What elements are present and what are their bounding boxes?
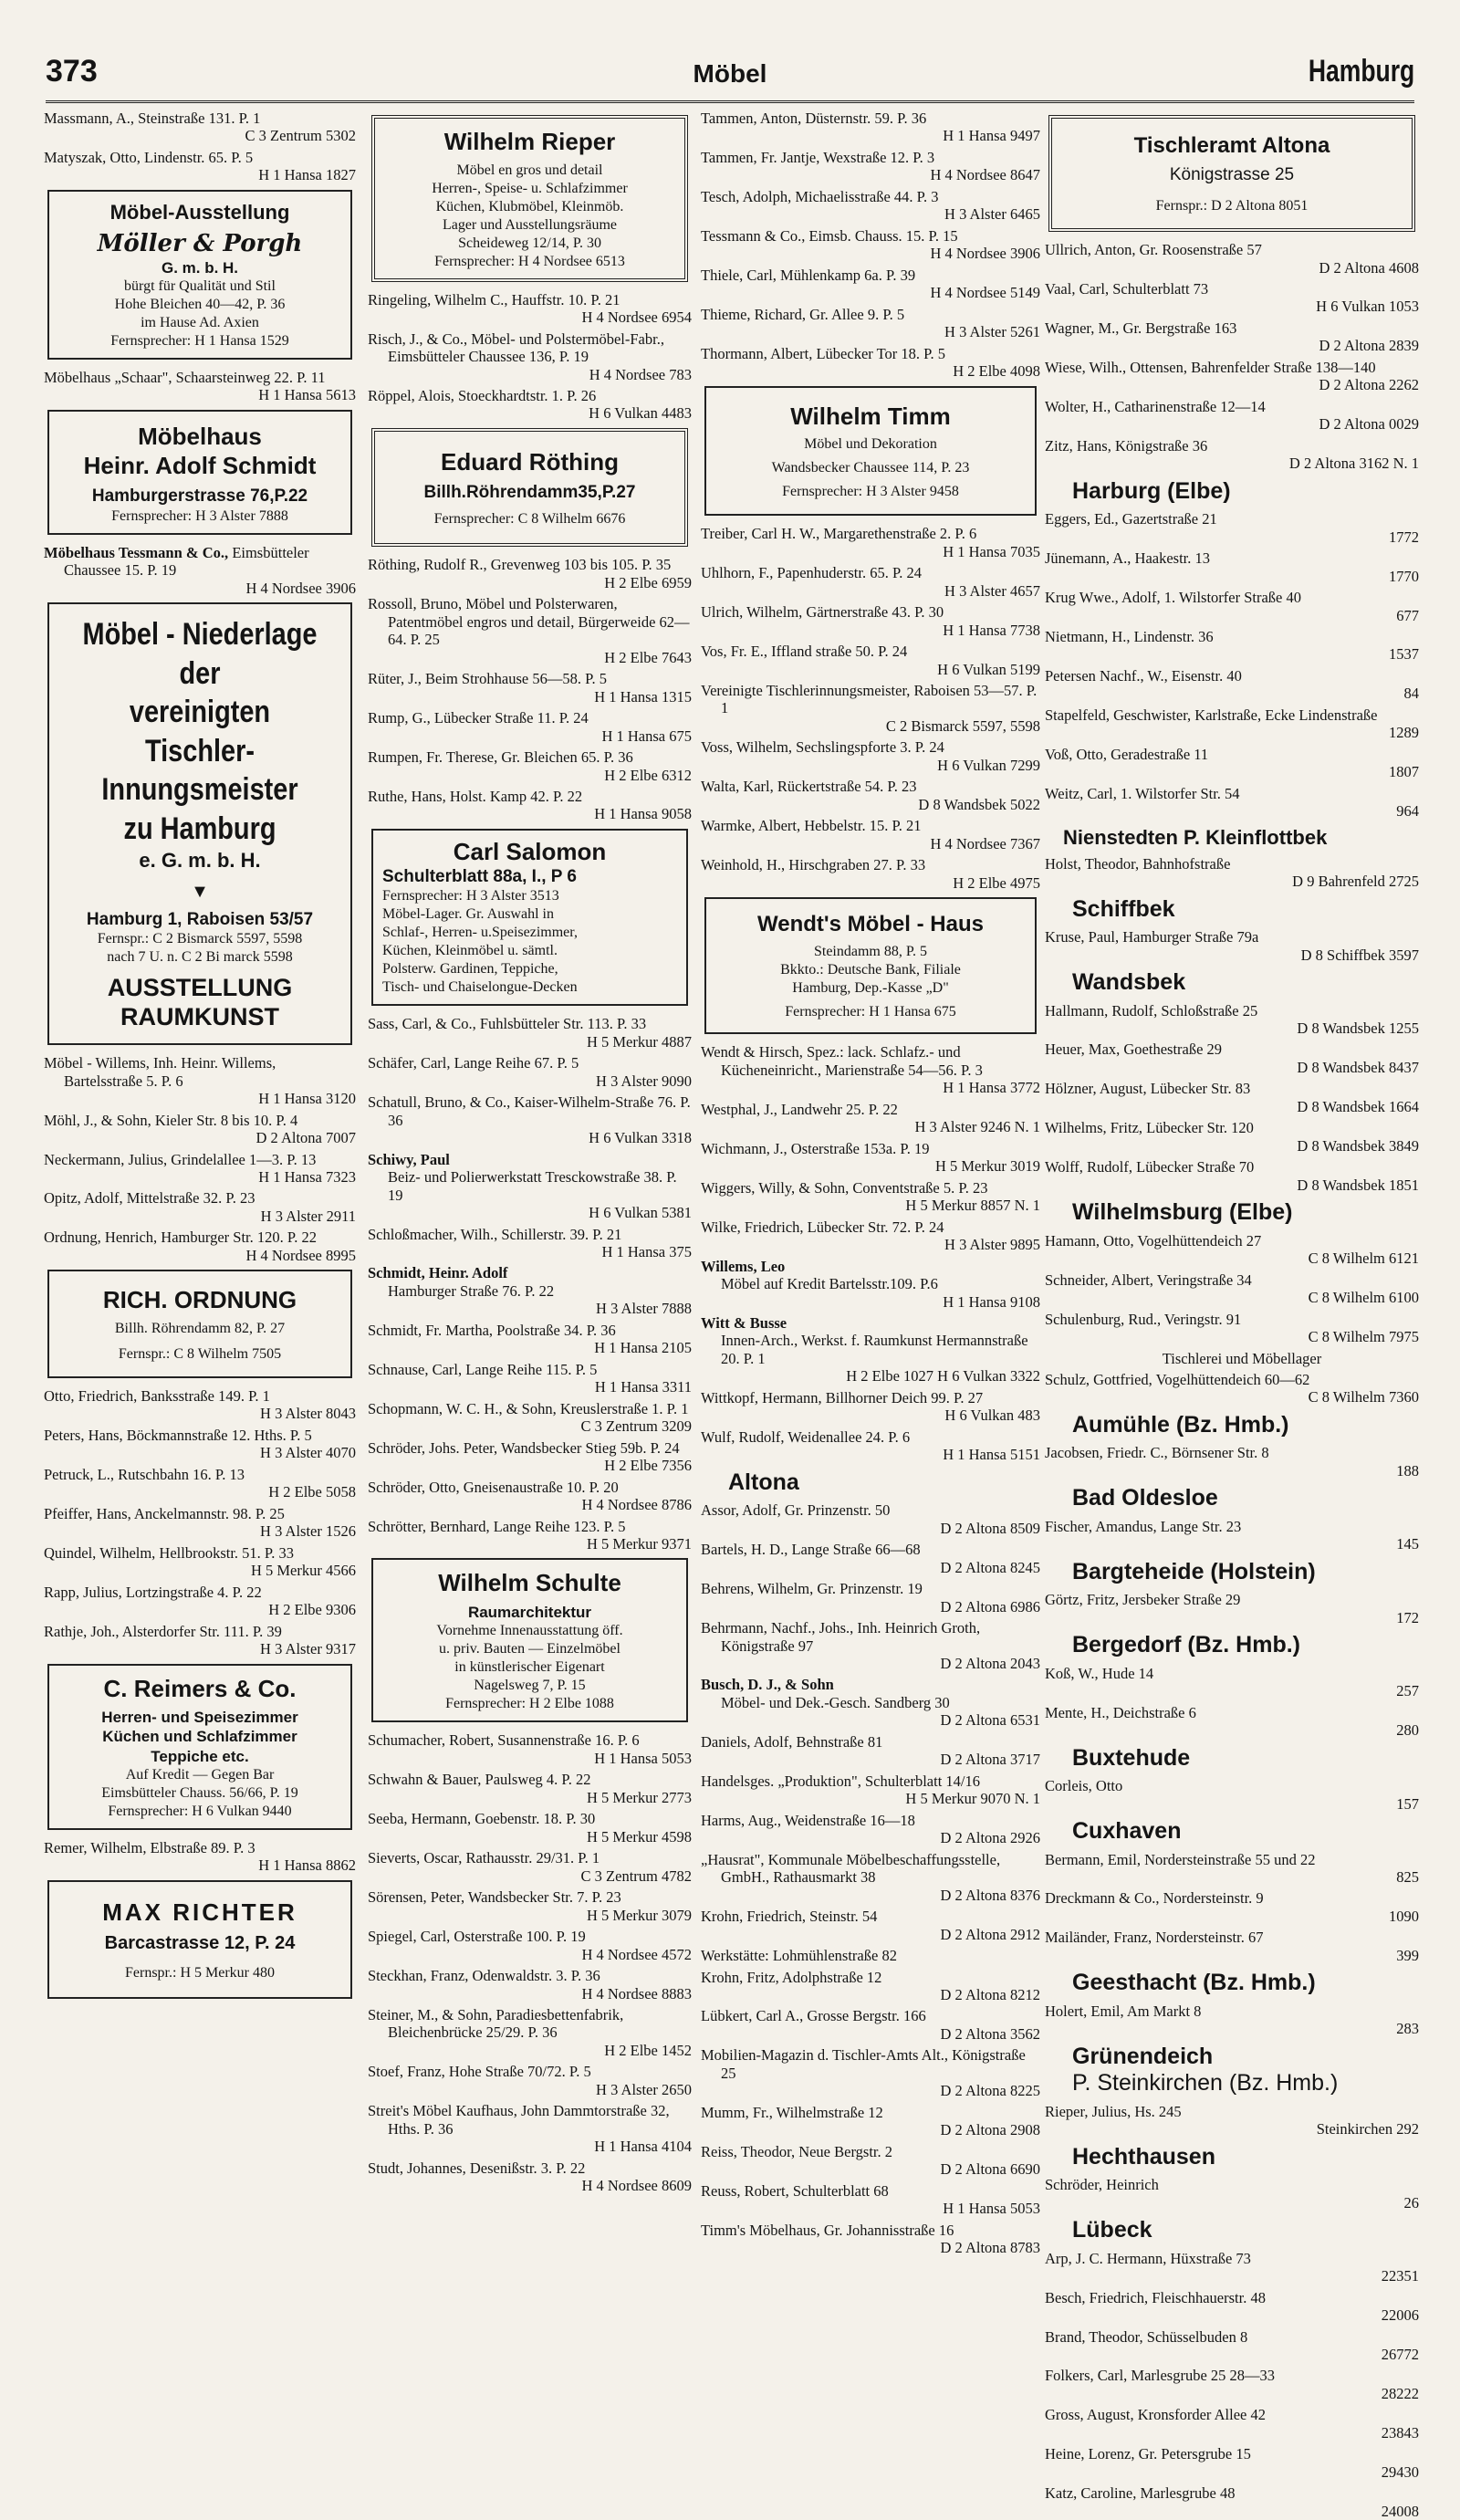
list-item: Werkstätte: Lohmühlenstraße 82 (701, 1947, 897, 1965)
section-title: Möbel (693, 59, 767, 88)
list-item: Risch, J., & Co., Möbel- und Polstermöbel-Fabr., Eimsbütteler Chaussee 136, P. 19 H 4 Nordsee 783 (368, 329, 692, 383)
list-item: Arp, J. C. Hermann, Hüxstraße 73 22351 (1045, 2249, 1419, 2285)
place-heading: Cuxhaven (1072, 1818, 1182, 1845)
list-item: Steckhan, Franz, Odenwaldstr. 3. P. 36 H 4 Nordsee 8883 (368, 1967, 692, 2002)
column-4 (1045, 110, 1419, 2520)
ad-box: Möbelhaus Heinr. Adolf Schmidt Hamburgerstrasse 76,P.22 Fernsprecher: H 3 Alster 7888 (47, 410, 352, 535)
list-item: Ordnung, Henrich, Hamburger Str. 120. P. 22 H 4 Nordsee 8995 (44, 1229, 356, 1264)
list-item: Vereinigte Tischlerinnungsmeister, Raboisen 53—57. P. 1 C 2 Bismarck 5597, 5598 (701, 681, 1040, 735)
list-item: Rumpen, Fr. Therese, Gr. Bleichen 65. P. 36 H 2 Elbe 6312 (368, 748, 692, 784)
list-item: Willems, Leo Möbel auf Kredit Bartelsstr.109. P.6 H 1 Hansa 9108 (701, 1257, 1040, 1311)
list-item: Schröder, Johs. Peter, Wandsbecker Stieg 59b. P. 24 H 2 Elbe 7356 (368, 1438, 692, 1475)
list-item: Röthing, Rudolf R., Grevenweg 103 bis 105. P. 35 H 2 Elbe 6959 (368, 556, 692, 591)
list-item: Vos, Fr. E., Iffland straße 50. P. 24 H 6 Vulkan 5199 (701, 643, 1040, 678)
list-item: Rossoll, Bruno, Möbel und Polsterwaren, Patentmöbel engros und detail, Bürgerweide 62—64. P. 25 H 2 Elbe 7643 (368, 595, 692, 666)
list-item: Schmidt, Fr. Martha, Poolstraße 34. P. 36 H 1 Hansa 2105 (368, 1321, 692, 1357)
list-item: Schäfer, Carl, Lange Reihe 67. P. 5 H 3 Alster 9090 (368, 1054, 692, 1090)
place-heading: Buxtehude (1072, 1744, 1191, 1771)
list-item: Handelsges. „Produktion", Schulterblatt 14/16 H 5 Merkur 9070 N. 1 (701, 1772, 1040, 1808)
list-item: Petruck, L., Rutschbahn 16. P. 13 H 2 Elbe 5058 (44, 1465, 356, 1501)
place-heading: Bergedorf (Bz. Hmb.) (1072, 1632, 1300, 1658)
list-item: Treiber, Carl H. W., Margarethenstraße 2. P. 6 H 1 Hansa 7035 (701, 525, 1040, 560)
list-item: Massmann, A., Steinstraße 131. P. 1 C 3 Zentrum 5302 (44, 110, 356, 145)
list-item: Mailänder, Franz, Nordersteinstr. 67 399 (1045, 1929, 1419, 1964)
place-heading: Altona (728, 1469, 799, 1495)
list-item: Voß, Otto, Geradestraße 11 1807 (1045, 745, 1419, 781)
list-item: Behrens, Wilhelm, Gr. Prinzenstr. 19 D 2 Altona 6986 (701, 1580, 1040, 1616)
ad-box: Wendt's Möbel - Haus Steindamm 88, P. 5 Bkkto.: Deutsche Bank, Filiale Hamburg, Dep.-Kasse „D" Fernsprecher: H 1 Hansa 675 (704, 897, 1037, 1034)
list-item: Pfeiffer, Hans, Anckelmannstr. 98. P. 25 H 3 Alster 1526 (44, 1504, 356, 1541)
down-arrow-icon: ▼ (191, 881, 209, 902)
list-item: Schröder, Otto, Gneisenaustraße 10. P. 20 H 4 Nordsee 8786 (368, 1478, 692, 1514)
list-item: Voss, Wilhelm, Sechslingspforte 3. P. 24 H 6 Vulkan 7299 (701, 738, 1040, 774)
list-item: Wolter, H., Catharinenstraße 12—14 D 2 Altona 0029 (1045, 397, 1419, 434)
column-3 (701, 110, 1040, 2257)
list-item: Otto, Friedrich, Banksstraße 149. P. 1 H 3 Alster 8043 (44, 1386, 356, 1423)
list-item: Schiwy, Paul Beiz- und Polierwerkstatt Tresckowstraße 38. P. 19 H 6 Vulkan 5381 (368, 1150, 692, 1222)
list-item: Ulrich, Wilhelm, Gärtnerstraße 43. P. 30 H 1 Hansa 7738 (701, 603, 1040, 639)
list-item: Möbel - Willems, Inh. Heinr. Willems, Bartelsstraße 5. P. 6 H 1 Hansa 3120 (44, 1054, 356, 1108)
list-item: Hamann, Otto, Vogelhüttendeich 27 C 8 Wilhelm 6121 (1045, 1231, 1419, 1268)
list-item: Brand, Theodor, Schüsselbuden 8 26772 (1045, 2327, 1419, 2364)
list-item: Krohn, Friedrich, Steinstr. 54 D 2 Altona 2912 (701, 1908, 1040, 1943)
list-item: Görtz, Fritz, Jersbeker Straße 29 172 (1045, 1591, 1419, 1626)
list-item: Wilhelms, Fritz, Lübecker Str. 120 D 8 Wandsbek 3849 (1045, 1119, 1419, 1155)
list-item: Witt & Busse Innen-Arch., Werkst. f. Raumkunst Hermannstraße 20. P. 1 H 2 Elbe 1027 H 6 Vulkan 3322 (701, 1314, 1040, 1385)
list-item: Behrmann, Nachf., Johs., Inh. Heinrich Groth, Königstraße 97 D 2 Altona 2043 (701, 1619, 1040, 1673)
list-item: Steiner, M., & Sohn, Paradiesbettenfabrik, Bleichenbrücke 25/29. P. 36 H 2 Elbe 1452 (368, 2005, 692, 2059)
list-item: Neckermann, Julius, Grindelallee 1—3. P. 13 H 1 Hansa 7323 (44, 1150, 356, 1186)
place-heading: P. Steinkirchen (Bz. Hmb.) (1072, 2070, 1339, 2097)
ad-box: Möbel - Niederlage der vereinigten Tischler- Innungsmeister zu Hamburg e. G. m. b. H. ▼ Hamburg 1, Raboisen 53/57 Fernspr.: C 2 Bismarck 5597, 5598 nach 7 U. n. C 2 Bi marck 5598 AUSSTELLUNG RAUMKUNST (47, 602, 352, 1045)
place-heading: Nienstedten P. Kleinflottbek (1063, 825, 1328, 849)
list-item: Sörensen, Peter, Wandsbecker Str. 7. P. 23 H 5 Merkur 3079 (368, 1888, 692, 1924)
list-item: Tammen, Fr. Jantje, Wexstraße 12. P. 3 H 4 Nordsee 8647 (701, 148, 1040, 184)
list-item: Remer, Wilhelm, Elbstraße 89. P. 3 H 1 Hansa 8862 (44, 1838, 356, 1875)
list-item: Wiese, Wilh., Ottensen, Bahrenfelder Straße 138—140 D 2 Altona 2262 (1045, 358, 1419, 394)
list-item: Gross, August, Kronsforder Allee 42 23843 (1045, 2406, 1419, 2442)
list-item: Holst, Theodor, Bahnhofstraße D 9 Bahrenfeld 2725 (1045, 854, 1419, 891)
list-item: Wendt & Hirsch, Spez.: lack. Schlafz.- und Kücheneinricht., Marienstraße 54—56. P. 3 H 1 Hansa 3772 (701, 1043, 1040, 1097)
place-heading: Wilhelmsburg (Elbe) (1072, 1199, 1293, 1226)
list-item: Thiele, Carl, Mühlenkamp 6a. P. 39 H 4 Nordsee 5149 (701, 266, 1040, 302)
place-heading: Grünendeich (1072, 2043, 1214, 2069)
list-item: Wichmann, J., Osterstraße 153a. P. 19 H 5 Merkur 3019 (701, 1139, 1040, 1176)
place-heading: Schiffbek (1072, 895, 1175, 922)
ad-box: Wilhelm Timm Möbel und Dekoration Wandsbecker Chaussee 114, P. 23 Fernsprecher: H 3 Alster 9458 (704, 386, 1037, 517)
list-item: Hölzner, August, Lübecker Str. 83 D 8 Wandsbek 1664 (1045, 1080, 1419, 1115)
list-item: Weinhold, H., Hirschgraben 27. P. 33 H 2 Elbe 4975 (701, 856, 1040, 892)
list-item: Streit's Möbel Kaufhaus, John Dammtorstraße 32, Hths. P. 36 H 1 Hansa 4104 (368, 2102, 692, 2156)
place-heading: Wandsbek (1072, 969, 1186, 996)
list-item: Ruthe, Hans, Holst. Kamp 42. P. 22 H 1 Hansa 9058 (368, 788, 692, 823)
list-item: Zitz, Hans, Königstraße 36 D 2 Altona 3162 N. 1 (1045, 436, 1419, 473)
list-item: Corleis, Otto 157 (1045, 1777, 1419, 1813)
list-item: Fischer, Amandus, Lange Str. 23 145 (1045, 1517, 1419, 1553)
ad-box: RICH. ORDNUNG Billh. Röhrendamm 82, P. 27 Fernspr.: C 8 Wilhelm 7505 (47, 1270, 352, 1378)
list-item: Lübkert, Carl A., Grosse Bergstr. 166 D 2 Altona 3562 (701, 2007, 1040, 2043)
list-item: Heuer, Max, Goethestraße 29 D 8 Wandsbek 8437 (1045, 1040, 1419, 1076)
list-item: Rapp, Julius, Lortzingstraße 4. P. 22 H 2 Elbe 9306 (44, 1583, 356, 1619)
list-item: Mobilien-Magazin d. Tischler-Amts Alt., Königstraße 25 D 2 Altona 8225 (701, 2046, 1040, 2100)
list-item: Petersen Nachf., W., Eisenstr. 40 84 (1045, 666, 1419, 703)
list-item: Tesch, Adolph, Michaelisstraße 44. P. 3 H 3 Alster 6465 (701, 187, 1040, 224)
list-item: Koß, W., Hude 14 257 (1045, 1664, 1419, 1700)
place-heading: Lübeck (1072, 2217, 1152, 2243)
ad-box: C. Reimers & Co. Herren- und Speisezimmer Küchen und Schlafzimmer Teppiche etc. Auf Kredit — Gegen Bar Eimsbütteler Chauss. 56/66, P. 19 Fernsprecher: H 6 Vulkan 9440 (47, 1664, 352, 1830)
list-item: Schloßmacher, Wilh., Schillerstr. 39. P. 21 H 1 Hansa 375 (368, 1225, 692, 1260)
list-item: Wolff, Rudolf, Lübecker Straße 70 D 8 Wandsbek 1851 (1045, 1158, 1419, 1194)
list-item: Vaal, Carl, Schulterblatt 73 H 6 Vulkan 1053 (1045, 280, 1419, 316)
list-item: Peters, Hans, Böckmannstraße 12. Hths. P. 5 H 3 Alster 4070 (44, 1426, 356, 1462)
list-item: Krug Wwe., Adolf, 1. Wilstorfer Straße 40 677 (1045, 589, 1419, 624)
list-item: Walta, Karl, Rückertstraße 54. P. 23 D 8 Wandsbek 5022 (701, 778, 1040, 813)
list-item: Reiss, Theodor, Neue Bergstr. 2 D 2 Altona 6690 (701, 2142, 1040, 2179)
place-heading: Bargteheide (Holstein) (1072, 1558, 1316, 1584)
ad-box: Tischleramt Altona Königstrasse 25 Fernspr.: D 2 Altona 8051 (1048, 115, 1415, 232)
place-heading: Geesthacht (Bz. Hmb.) (1072, 1970, 1316, 1996)
list-item: Rüter, J., Beim Strohhause 56—58. P. 5 H 1 Hansa 1315 (368, 670, 692, 706)
list-item: Bermann, Emil, Nordersteinstraße 55 und 22 825 (1045, 1850, 1419, 1887)
list-item: Jacobsen, Friedr. C., Börnsener Str. 8 188 (1045, 1444, 1419, 1480)
list-item: Schnause, Carl, Lange Reihe 115. P. 5 H 1 Hansa 3311 (368, 1360, 692, 1396)
list-item: Timm's Möbelhaus, Gr. Johannisstraße 16 D 2 Altona 8783 (701, 2221, 1040, 2257)
list-item: Thieme, Richard, Gr. Allee 9. P. 5 H 3 Alster 5261 (701, 305, 1040, 341)
list-item: Tischlerei und Möbellager (1162, 1349, 1322, 1367)
list-item: Opitz, Adolf, Mittelstraße 32. P. 23 H 3 Alster 2911 (44, 1189, 356, 1225)
column-2 (368, 110, 692, 2226)
list-item: Wilke, Friedrich, Lübecker Str. 72. P. 24 H 3 Alster 9895 (701, 1218, 1040, 1254)
list-item: Daniels, Adolf, Behnstraße 81 D 2 Altona 3717 (701, 1732, 1040, 1769)
list-item: Schwahn & Bauer, Paulsweg 4. P. 22 H 5 Merkur 2773 (368, 1771, 692, 1806)
list-item: Wagner, M., Gr. Bergstraße 163 D 2 Altona 2839 (1045, 319, 1419, 355)
ad-box: MAX RICHTER Barcastrasse 12, P. 24 Fernspr.: H 5 Merkur 480 (47, 1880, 352, 1999)
list-item: Schulz, Gottfried, Vogelhüttendeich 60—62 C 8 Wilhelm 7360 (1045, 1370, 1419, 1406)
list-item: Assor, Adolf, Gr. Prinzenstr. 50 D 2 Altona 8509 (701, 1501, 1040, 1537)
list-item: Sieverts, Oscar, Rathausstr. 29/31. P. 1 C 3 Zentrum 4782 (368, 1849, 692, 1885)
list-item: Schmidt, Heinr. Adolf Hamburger Straße 76. P. 22 H 3 Alster 7888 (368, 1264, 692, 1318)
list-item: Möbelhaus Tessmann & Co., Eimsbütteler Chaussee 15. P. 19 H 4 Nordsee 3906 (44, 543, 356, 597)
list-item: Spiegel, Carl, Osterstraße 100. P. 19 H 4 Nordsee 4572 (368, 1928, 692, 1963)
list-item: „Hausrat", Kommunale Möbelbeschaffungsstelle, GmbH., Rathausmarkt 38 D 2 Altona 8376 (701, 1850, 1040, 1904)
list-item: Sass, Carl, & Co., Fuhlsbütteler Str. 113. P. 33 H 5 Merkur 4887 (368, 1015, 692, 1051)
list-item: Dreckmann & Co., Nordersteinstr. 9 1090 (1045, 1889, 1419, 1925)
list-item: Besch, Friedrich, Fleischhauerstr. 48 22006 (1045, 2288, 1419, 2325)
list-item: Wulf, Rudolf, Weidenallee 24. P. 6 H 1 Hansa 5151 (701, 1427, 1040, 1464)
list-item: Nietmann, H., Lindenstr. 36 1537 (1045, 628, 1419, 664)
list-item: Hallmann, Rudolf, Schloßstraße 25 D 8 Wandsbek 1255 (1045, 1001, 1419, 1037)
list-item: Möbelhaus „Schaar", Schaarsteinweg 22. P. 11 H 1 Hansa 5613 (44, 368, 356, 404)
list-item: Thormann, Albert, Lübecker Tor 18. P. 5 H 2 Elbe 4098 (701, 344, 1040, 381)
list-item: Rump, G., Lübecker Straße 11. P. 24 H 1 Hansa 675 (368, 709, 692, 745)
list-item: Röppel, Alois, Stoeckhardtstr. 1. P. 26 H 6 Vulkan 4483 (368, 387, 692, 423)
list-item: Ringeling, Wilhelm C., Hauffstr. 10. P. 21 H 4 Nordsee 6954 (368, 290, 692, 327)
list-item: Harms, Aug., Weidenstraße 16—18 D 2 Altona 2926 (701, 1811, 1040, 1847)
page-header (46, 53, 1414, 99)
list-item: Krohn, Fritz, Adolphstraße 12 D 2 Altona 8212 (701, 1968, 1040, 2003)
header-rule (46, 100, 1414, 103)
list-item: Katz, Caroline, Marlesgrube 48 24008 (1045, 2484, 1419, 2520)
list-item: Wittkopf, Hermann, Billhorner Deich 99. P. 27 H 6 Vulkan 483 (701, 1388, 1040, 1425)
ad-box: Wilhelm Schulte Raumarchitektur Vornehme Innenausstattung öff. u. priv. Bauten — Einzelmöbel in künstlerischer Eigenart Nagelsweg 7, P. 15 Fernsprecher: H 2 Elbe 1088 (371, 1558, 688, 1722)
list-item: Schatull, Bruno, & Co., Kaiser-Wilhelm-Straße 76. P. 36 H 6 Vulkan 3318 (368, 1093, 692, 1147)
list-item: Schneider, Albert, Veringstraße 34 C 8 Wilhelm 6100 (1045, 1270, 1419, 1307)
list-item: Bartels, H. D., Lange Straße 66—68 D 2 Altona 8245 (701, 1541, 1040, 1576)
list-item: Stapelfeld, Geschwister, Karlstraße, Ecke Lindenstraße 1289 (1045, 706, 1419, 742)
city-title: Hamburg (1308, 54, 1414, 89)
list-item: Seeba, Hermann, Goebenstr. 18. P. 30 H 5 Merkur 4598 (368, 1810, 692, 1846)
place-heading: Hechthausen (1072, 2143, 1215, 2170)
list-item: Eggers, Ed., Gazertstraße 21 1772 (1045, 510, 1419, 546)
list-item: Heine, Lorenz, Gr. Petersgrube 15 29430 (1045, 2445, 1419, 2481)
list-item: Studt, Johannes, Desenißstr. 3. P. 22 H 4 Nordsee 8609 (368, 2159, 692, 2195)
list-item: Schrötter, Bernhard, Lange Reihe 123. P. 5 H 5 Merkur 9371 (368, 1517, 692, 1553)
list-item: Rieper, Julius, Hs. 245 Steinkirchen 292 (1045, 2102, 1419, 2138)
list-item: Schopmann, W. C. H., & Sohn, Kreuslerstraße 1. P. 1 C 3 Zentrum 3209 (368, 1399, 692, 1436)
ad-box: Möbel-Ausstellung Möller & Porgh G. m. b. H. bürgt für Qualität und Stil Hohe Bleichen 40—42, P. 36 im Hause Ad. Axien Fernsprecher: H 1 Hansa 1529 (47, 190, 352, 360)
place-heading: Aumühle (Bz. Hmb.) (1072, 1411, 1289, 1438)
list-item: Mumm, Fr., Wilhelmstraße 12 D 2 Altona 2908 (701, 2103, 1040, 2139)
list-item: Warmke, Albert, Hebbelstr. 15. P. 21 H 4 Nordsee 7367 (701, 817, 1040, 852)
column-1 (44, 110, 356, 2226)
list-item: Mente, H., Deichstraße 6 280 (1045, 1703, 1419, 1740)
list-item: Holert, Emil, Am Markt 8 283 (1045, 2002, 1419, 2038)
ad-box: Eduard Röthing Billh.Röhrendamm35,P.27 Fernsprecher: C 8 Wilhelm 6676 (371, 428, 688, 547)
list-item: Kruse, Paul, Hamburger Straße 79a D 8 Schiffbek 3597 (1045, 928, 1419, 964)
list-item: Rathje, Joh., Alsterdorfer Str. 111. P. 39 H 3 Alster 9317 (44, 1622, 356, 1658)
list-item: Möhl, J., & Sohn, Kieler Str. 8 bis 10. P. 4 D 2 Altona 7007 (44, 1111, 356, 1147)
list-item: Schulenburg, Rud., Veringstr. 91 C 8 Wilhelm 7975 (1045, 1310, 1419, 1346)
ad-box: Wilhelm Rieper Möbel en gros und detail Herren-, Speise- u. Schlafzimmer Küchen, Klubmöbel, Kleinmöb. Lager und Ausstellungsräume Scheideweg 12/14, P. 30 Fernsprecher: H 4 Nordsee 6513 (371, 115, 688, 282)
list-item: Uhlhorn, F., Papenhuderstr. 65. P. 24 H 3 Alster 4657 (701, 564, 1040, 600)
list-item: Quindel, Wilhelm, Hellbrookstr. 51. P. 33 H 5 Merkur 4566 (44, 1543, 356, 1580)
list-item: Westphal, J., Landwehr 25. P. 22 H 3 Alster 9246 N. 1 (701, 1100, 1040, 1136)
list-item: Tammen, Anton, Düsternstr. 59. P. 36 H 1 Hansa 9497 (701, 110, 1040, 145)
list-item: Ullrich, Anton, Gr. Roosenstraße 57 D 2 Altona 4608 (1045, 241, 1419, 277)
list-item: Stoef, Franz, Hohe Straße 70/72. P. 5 H 3 Alster 2650 (368, 2063, 692, 2098)
place-heading: Harburg (Elbe) (1072, 477, 1231, 504)
list-item: Jünemann, A., Haakestr. 13 1770 (1045, 549, 1419, 585)
place-heading: Bad Oldesloe (1072, 1485, 1218, 1511)
list-item: Reuss, Robert, Schulterblatt 68 H 1 Hansa 5053 (701, 2181, 1040, 2218)
ad-box: Carl Salomon Schulterblatt 88a, I., P 6 Fernsprecher: H 3 Alster 3513 Möbel-Lager. Gr. Auswahl in Schlaf-, Herren- u.Speisezimmer, Küchen, Kleinmöbel u. sämtl. Polsterw. Gardinen, Teppiche, Tisch- und Chaiselongue-Decken (371, 829, 688, 1006)
list-item: Wiggers, Willy, & Sohn, Conventstraße 5. P. 23 H 5 Merkur 8857 N. 1 (701, 1178, 1040, 1215)
list-item: Weitz, Carl, 1. Wilstorfer Str. 54 964 (1045, 784, 1419, 821)
list-item: Matyszak, Otto, Lindenstr. 65. P. 5 H 1 Hansa 1827 (44, 148, 356, 184)
list-item: Schröder, Heinrich 26 (1045, 2176, 1419, 2212)
list-item: Schumacher, Robert, Susannenstraße 16. P. 6 H 1 Hansa 5053 (368, 1731, 692, 1767)
page-number: 373 (46, 54, 98, 89)
list-item: Busch, D. J., & Sohn Möbel- und Dek.-Gesch. Sandberg 30 D 2 Altona 6531 (701, 1676, 1040, 1730)
list-item: Folkers, Carl, Marlesgrube 25 28—33 28222 (1045, 2367, 1419, 2402)
list-item: Tessmann & Co., Eimsb. Chauss. 15. P. 15 H 4 Nordsee 3906 (701, 226, 1040, 263)
